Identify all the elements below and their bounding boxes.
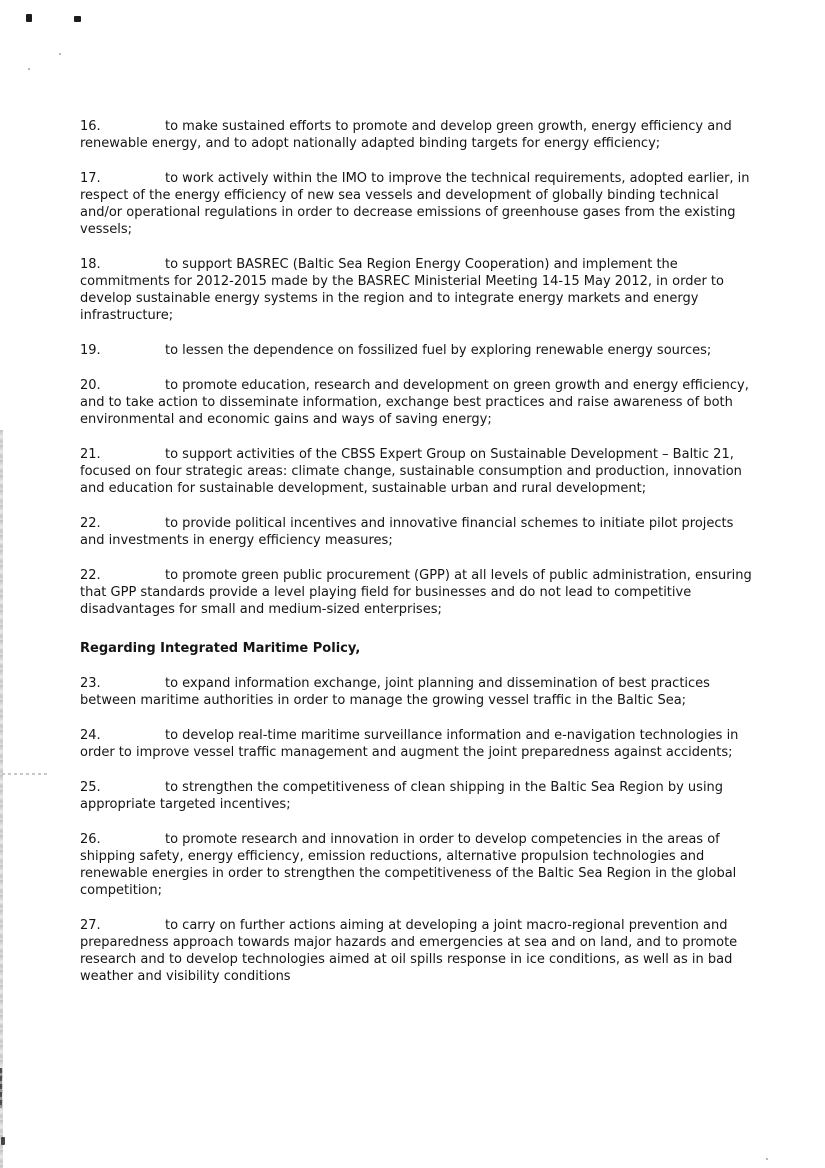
paragraph-18 [80, 256, 752, 324]
paragraph-text: to support activities of the CBSS Expert Group on Sustainable Development – Baltic 21, focused on four strategic areas: climate change, sustainable consumption and production, innovation and education for sustainable development, sustainable urban and rural development; [80, 447, 742, 496]
paragraph-text: to carry on further actions aiming at developing a joint macro-regional prevention and preparedness approach towards major hazards and emergencies at sea and on land, and to promote research and to develop technologies aimed at oil spills response in ice conditions, as well as in bad weather and visibility conditions [80, 918, 738, 984]
paragraph-text: to make sustained efforts to promote and develop green growth, energy efficiency and renewable energy, and to adopt nationally adapted binding targets for energy efficiency; [80, 119, 732, 151]
section-heading-integrated-maritime-policy: Regarding Integrated Maritime Policy, [80, 641, 361, 656]
paragraph-text: to provide political incentives and innovative financial schemes to initiate pilot projects and investments in energy efficiency measures; [80, 516, 734, 548]
document-body [80, 118, 752, 1003]
scan-speck [1, 1137, 5, 1145]
paragraph-number: 24. [80, 728, 101, 743]
scan-speck [74, 16, 81, 22]
scan-dot [59, 53, 61, 55]
paragraph-20 [80, 377, 752, 428]
paragraph-number: 18. [80, 257, 101, 272]
paragraph-number: 23. [80, 676, 101, 691]
paragraph-22b [80, 567, 752, 618]
paragraph-26 [80, 831, 752, 899]
paragraph-text: to strengthen the competitiveness of clean shipping in the Baltic Sea Region by using appropriate targeted incentives; [80, 780, 724, 812]
paragraph-number: 16. [80, 119, 101, 134]
paragraph-number: 26. [80, 832, 101, 847]
paragraph-16 [80, 118, 752, 152]
paragraph-number: 17. [80, 171, 101, 186]
scan-edge-streak [0, 1068, 2, 1108]
paragraph-19 [80, 342, 752, 359]
paragraph-number: 27. [80, 918, 101, 933]
paragraph-23 [80, 675, 752, 709]
paragraph-number: 20. [80, 378, 101, 393]
paragraph-24 [80, 727, 752, 761]
paragraph-27 [80, 917, 752, 985]
scan-dotted-line [2, 773, 48, 775]
paragraph-text: to promote research and innovation in order to develop competencies in the areas of shipping safety, energy efficiency, emission reductions, alternative propulsion technologies and renewable energies in order to strengthen the competitiveness of the Baltic Sea Region in the global competition; [80, 832, 737, 898]
paragraph-text: to work actively within the IMO to improve the technical requirements, adopted earlier, in respect of the energy efficiency of new sea vessels and development of globally binding technical and/or operational regulations in order to decrease emissions of greenhouse gases from the existing vessels; [80, 171, 750, 237]
scan-dot [766, 1158, 768, 1160]
paragraph-21 [80, 446, 752, 497]
paragraph-22a [80, 515, 752, 549]
paragraph-number: 21. [80, 447, 101, 462]
paragraph-number: 22. [80, 516, 101, 531]
scan-speck [26, 14, 32, 22]
paragraph-number: 22. [80, 568, 101, 583]
paragraph-number: 19. [80, 343, 101, 358]
paragraph-text: to expand information exchange, joint planning and dissemination of best practices between maritime authorities in order to manage the growing vessel traffic in the Baltic Sea; [80, 676, 710, 708]
scan-edge-streak [0, 430, 3, 1168]
scan-dot [28, 68, 30, 70]
paragraph-text: to support BASREC (Baltic Sea Region Energy Cooperation) and implement the commitments for 2012-2015 made by the BASREC Ministerial Meeting 14-15 May 2012, in order to develop sustainable energy systems in the region and to integrate energy markets and energy infrastructure; [80, 257, 724, 323]
paragraph-25 [80, 779, 752, 813]
paragraph-17 [80, 170, 752, 238]
paragraph-text: to promote education, research and development on green growth and energy efficiency, and to take action to disseminate information, exchange best practices and raise awareness of both environmental and economic gains and ways of saving energy; [80, 378, 749, 427]
paragraph-number: 25. [80, 780, 101, 795]
paragraph-text: to lessen the dependence on fossilized fuel by exploring renewable energy sources; [165, 343, 712, 358]
paragraph-text: to promote green public procurement (GPP) at all levels of public administration, ensuring that GPP standards provide a level playing field for businesses and do not lead to competitive disadvantages for small and medium-sized enterprises; [80, 568, 752, 617]
paragraph-text: to develop real-time maritime surveillance information and e-navigation technologies in order to improve vessel traffic management and augment the joint preparedness against accidents; [80, 728, 739, 760]
